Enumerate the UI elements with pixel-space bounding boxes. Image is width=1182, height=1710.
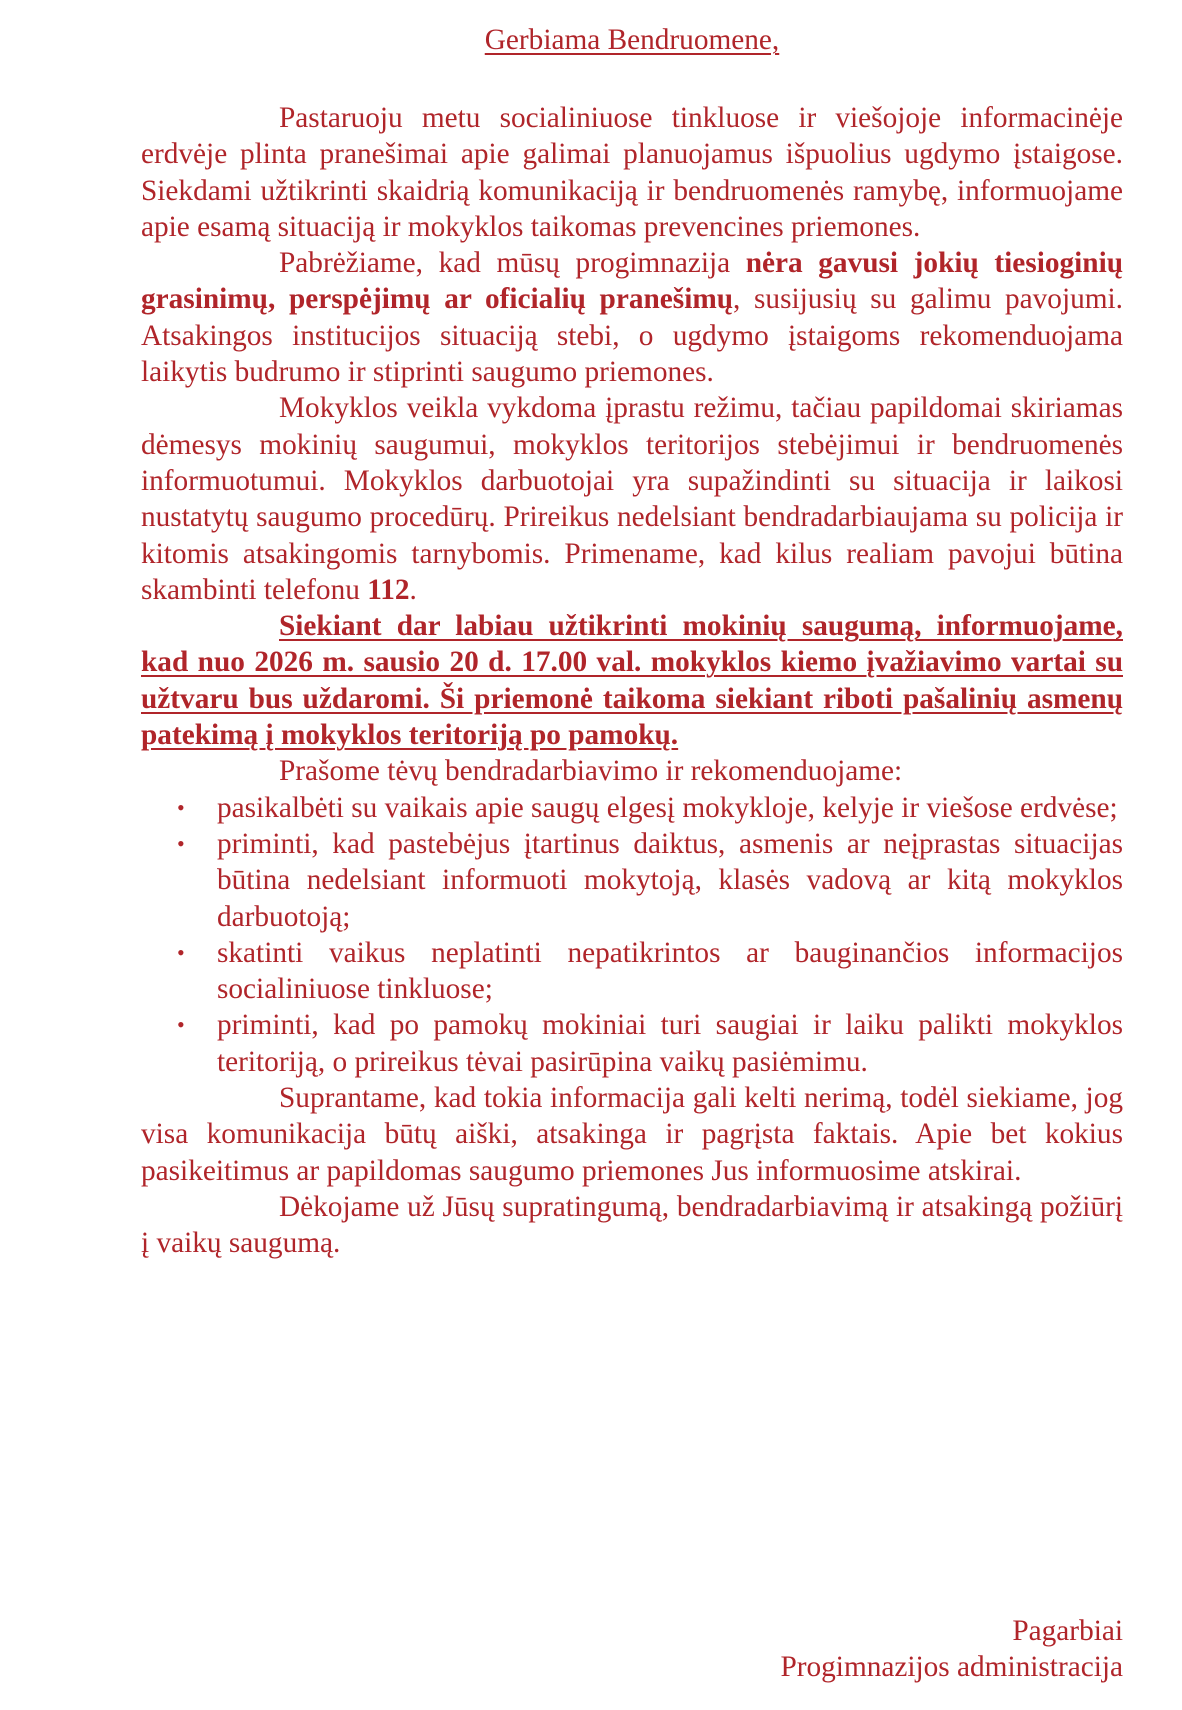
letter-body — [141, 100, 1123, 1262]
paragraph-school-activity — [141, 390, 1123, 608]
list-item-text: priminti, kad pastebėjus įtartinus daiktus, asmenis ar neįprastas situacijas būtina nedelsiant informuoti mokytoją, klasės vadovą ar kitą mokyklos darbuotoją; — [217, 827, 1123, 933]
paragraph-no-threats-intro: Pabrėžiame, kad mūsų progimnazija — [279, 247, 746, 280]
paragraph-no-threats-rest: , susijusių su galimu pavojumi. Atsakingos institucijos situaciją stebi, o ugdymo įstaigoms rekomenduojama laikytis budrumo ir stiprinti saugumo priemones. — [141, 283, 1123, 389]
paragraph-situation: Pastaruoju metu socialiniuose tinkluose ir viešojoje informacinėje erdvėje plinta pranešimai apie galimai planuojamus išpuolius ugdymo įstaigose. Siekdami užtikrinti skaidrią komunikaciją ir bendruomenės ramybę, informuojame apie esamą situaciją ir mokyklos taikomas prevencines priemones. — [141, 102, 1123, 243]
greeting-text: Gerbiama Bendruomene, — [484, 24, 780, 56]
recommendations-intro: Prašome tėvų bendradarbiavimo ir rekomenduojame: — [279, 755, 903, 788]
emergency-phone-number: 112 — [367, 573, 410, 606]
paragraph-thanks: Dėkojame už Jūsų supratingumą, bendradarbiavimą ir atsakingą požiūrį į vaikų saugumą. — [141, 1190, 1123, 1260]
signature-sender: Progimnazijos administracija — [780, 1651, 1123, 1683]
list-item — [141, 1007, 1123, 1080]
list-item — [141, 826, 1123, 935]
list-item-text: priminti, kad po pamokų mokiniai turi saugiai ir laiku palikti mokyklos teritoriją, o prireikus tėvai pasirūpina vaikų pasiėmimu. — [217, 1009, 1123, 1078]
bullet-icon: • — [177, 794, 185, 820]
paragraph-school-activity-end: . — [409, 573, 417, 606]
bullet-icon: • — [177, 830, 185, 856]
signature-closing: Pagarbiai — [1012, 1615, 1123, 1647]
paragraph-school-activity-text: Mokyklos veikla vykdoma įprastu režimu, tačiau papildomai skiriamas dėmesys mokinių saugumui, mokyklos teritorijos stebėjimui ir bendruomenės informuotumui. Mokyklos darbuotojai yra supažindinti su situacija ir laikosi nustatytų saugumo procedūrų. Prireikus nedelsiant bendradarbiaujama su policija ir kitomis atsakingomis tarnybomis. Primename, kad kilus realiam pavojui būtina skambinti telefonu — [141, 392, 1123, 606]
recommendations-list — [141, 790, 1123, 1080]
list-item-text: skatinti vaikus neplatinti nepatikrintos ar bauginančios informacijos socialiniuose tinkluose; — [217, 936, 1123, 1006]
paragraph-understanding: Suprantame, kad tokia informacija gali kelti nerimą, todėl siekiame, jog visa komunikacija būtų aiški, atsakinga ir pagrįsta faktais. Apie bet kokius pasikeitimus ar papildomas saugumo priemones Jus informuosime atskirai. — [141, 1082, 1123, 1187]
bullet-icon: • — [177, 939, 185, 965]
no-threats-emphasis: nėra gavusi jokių tiesioginių grasinimų, perspėjimų ar oficialių pranešimų — [141, 247, 1123, 316]
greeting — [141, 22, 1123, 58]
gate-closure-notice: Siekiant dar labiau užtikrinti mokinių saugumą, informuojame, kad nuo 2026 m. sausio 20 d. 17.00 val. mokyklos kiemo įvažiavimo vartai su užtvaru bus uždaromi. Ši priemonė taikoma siekiant riboti pašalinių asmenų patekimą į mokyklos teritoriją po pamokų. — [141, 610, 1123, 752]
signature-block — [780, 1613, 1123, 1685]
list-item-text: pasikalbėti su vaikais apie saugų elgesį mokykloje, kelyje ir viešose erdvėse; — [217, 791, 1118, 824]
paragraph-no-threats — [141, 245, 1123, 390]
bullet-icon: • — [177, 1012, 185, 1038]
list-item — [141, 935, 1123, 1008]
list-item — [141, 790, 1123, 826]
